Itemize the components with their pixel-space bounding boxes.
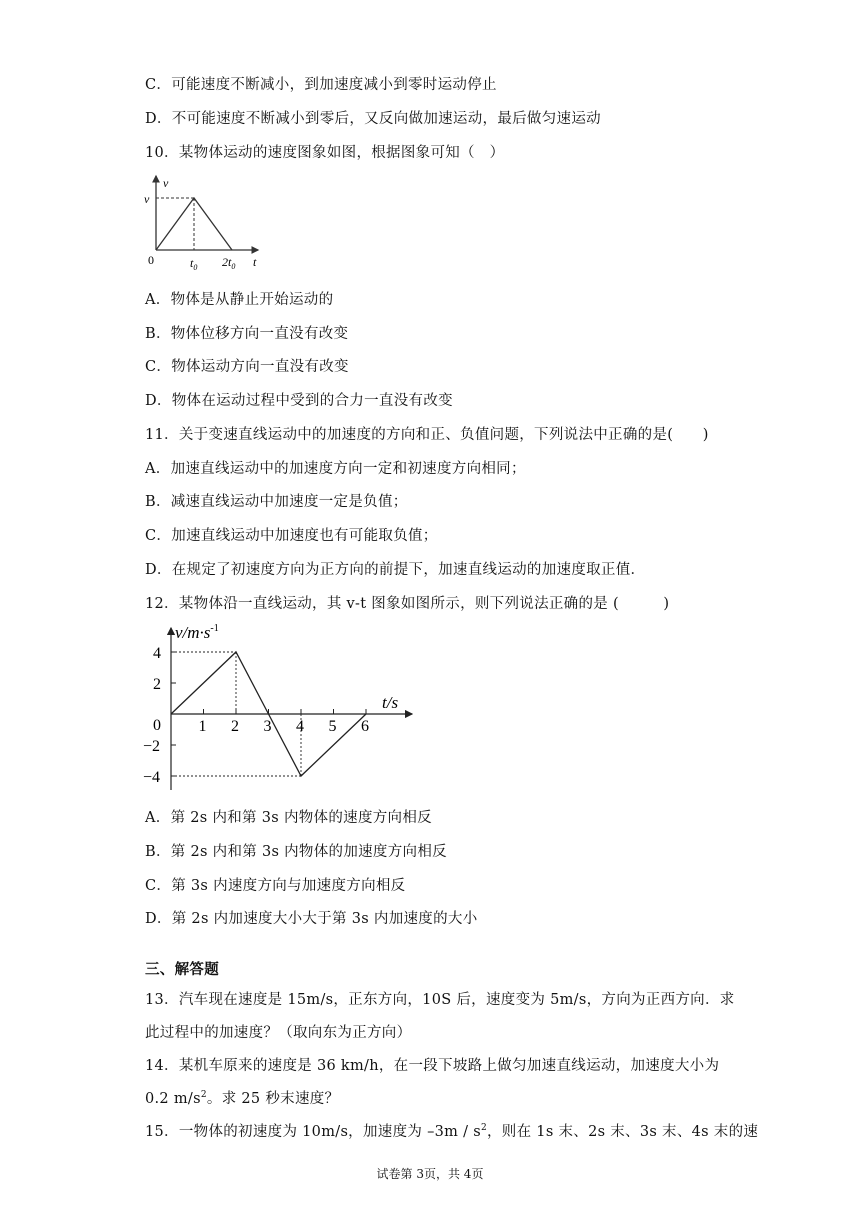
- v-tick-label: v: [144, 192, 150, 206]
- chart-q12: [140, 620, 420, 800]
- option-9d: D．不可能速度不断减小到零后，又反向做加速运动，最后做匀速运动: [145, 111, 601, 127]
- option-11c: C．加速直线运动中加速度也有可能取负值；: [145, 528, 438, 544]
- t0-tick-label: $t_0$: [190, 256, 198, 272]
- question-15-line1: 15．一物体的初速度为 10m/s，加速度为 $-3m / s^2$，则在 1s 末、2s 末、3s 末、4s 末的速: [145, 1123, 759, 1140]
- question-14-line2: 0.2 $m/s^2$。求 25 秒末速度？: [145, 1090, 340, 1107]
- option-9c: C．可能速度不断减小，到加速度减小到零时运动停止: [145, 77, 497, 93]
- question-10: 10．某物体运动的速度图象如图，根据图象可知（ ）: [145, 145, 505, 161]
- question-11: 11．关于变速直线运动中的加速度的方向和正、负值问题，下列说法中正确的是( ): [145, 427, 709, 443]
- x-tick-label: 4: [296, 718, 304, 735]
- y-tick-label: −4: [143, 769, 161, 786]
- section-heading: 三、解答题: [145, 961, 219, 978]
- option-10a: A．物体是从静止开始运动的: [145, 292, 334, 308]
- 2t0-tick-label: $2t_0$: [222, 255, 236, 271]
- x-tick-label: 6: [361, 718, 369, 735]
- x-axis-label: t/s: [382, 693, 399, 712]
- y-axis-label: $v/m\cdot s^{-1}$: [175, 623, 219, 642]
- y-tick-label: 0: [153, 717, 161, 734]
- option-11b: B．减速直线运动中加速度一定是负值；: [145, 494, 408, 510]
- y-tick-label: −2: [143, 738, 161, 755]
- y-tick-label: 4: [153, 645, 161, 662]
- option-10c: C．物体运动方向一直没有改变: [145, 359, 349, 375]
- question-12: 12．某物体沿一直线运动，其 v-t 图象如图所示，则下列说法正确的是 ( ): [145, 596, 670, 612]
- option-11a: A．加速直线运动中的加速度方向一定和初速度方向相同；: [145, 461, 526, 477]
- question-13-line1: 13．汽车现在速度是 15m/s，正东方向，10S 后，速度变为 5m/s，方向为正西方向．求: [145, 992, 735, 1008]
- option-12b: B．第 2s 内和第 3s 内物体的加速度方向相反: [145, 844, 447, 860]
- origin-label: 0: [148, 253, 154, 267]
- question-14-line1: 14．某机车原来的速度是 36 km/h，在一段下坡路上做匀加速直线运动，加速度大小为: [145, 1058, 720, 1074]
- question-13-line2: 此过程中的加速度？（取向东为正方向）: [145, 1025, 412, 1041]
- y-tick-label: 2: [153, 676, 161, 693]
- x-tick-label: 3: [263, 718, 272, 735]
- x-tick-label: 5: [328, 718, 337, 735]
- option-11d: D．在规定了初速度方向为正方向的前提下，加速直线运动的加速度取正值．: [145, 562, 646, 578]
- x-tick-label: 2: [231, 718, 239, 735]
- option-10b: B．物体位移方向一直没有改变: [145, 326, 349, 342]
- option-12a: A．第 2s 内和第 3s 内物体的速度方向相反: [145, 810, 432, 826]
- y-axis-label: v: [163, 176, 169, 190]
- option-10d: D．物体在运动过程中受到的合力一直没有改变: [145, 393, 453, 409]
- page-footer: 试卷第 3页，共 4页: [376, 1167, 484, 1181]
- option-12c: C．第 3s 内速度方向与加速度方向相反: [145, 878, 406, 894]
- chart-q10: [140, 170, 270, 275]
- x-axis-label: t: [253, 255, 257, 269]
- option-12d: D．第 2s 内加速度大小大于第 3s 内加速度的大小: [145, 911, 478, 927]
- x-tick-label: 1: [198, 718, 207, 735]
